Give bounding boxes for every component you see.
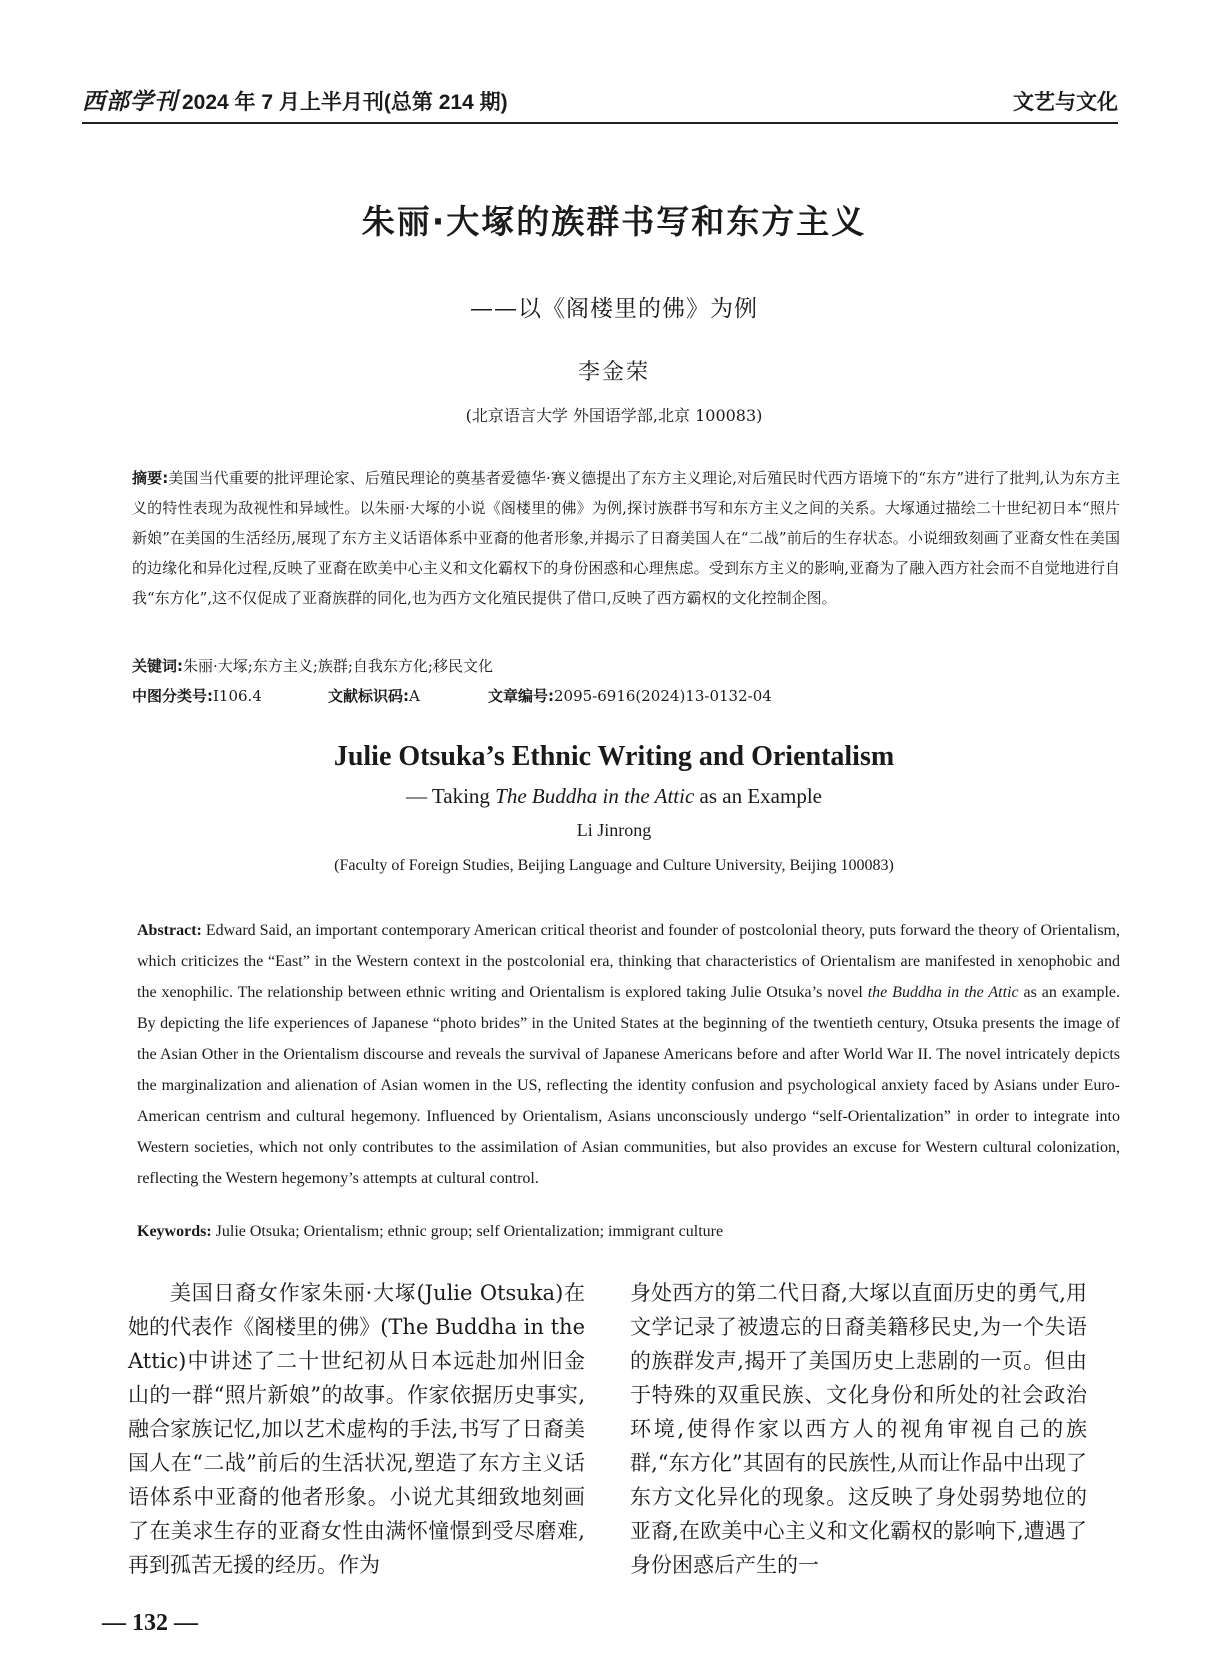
en-keywords [137, 1220, 1120, 1244]
journal-logo: 西部学刊 [82, 88, 178, 115]
en-subtitle-suffix: as an Example [694, 784, 822, 808]
article-no-item [488, 684, 772, 708]
issue-info: 2024 年 7 月上半月刊(总第 214 期) [182, 91, 508, 114]
clc-item [132, 684, 328, 708]
header-rule [82, 122, 1118, 124]
section-name: 文艺与文化 [1013, 91, 1118, 114]
page-number: — 132 — [102, 1610, 198, 1636]
en-subtitle-book: The Buddha in the Attic [495, 784, 695, 808]
cn-abstract-text: 美国当代重要的批评理论家、后殖民理论的奠基者爱德华·赛义德提出了东方主义理论,对后殖民时代西方语境下的“东方”进行了批判,认为东方主义的特性表现为敌视性和异域性。以朱丽·大塚的小说《阁楼里的佛》为例,探讨族群书写和东方主义之间的关系。大塚通过描绘二十世纪初日本“照片新娘”在美国的生活经历,展现了东方主义话语体系中亚裔的他者形象,并揭示了日裔美国人在“二战”前后的生存状态。小说细致刻画了亚裔女性在美国的边缘化和异化过程,反映了亚裔在欧美中心主义和文化霸权下的身份困惑和心理焦虑。受到东方主义的影响,亚裔为了融入西方社会而不自觉地进行自我“东方化”,这不仅促成了亚裔族群的同化,也为西方文化殖民提供了借口,反映了西方霸权的文化控制企图。 [132, 469, 1120, 607]
article-no-value: 2095-6916(2024)13-0132-04 [554, 687, 772, 705]
en-abstract-part2: as an example. By depicting the life experiences of Japanese “photo brides” in the United States at the beginning of the twentieth century, Otsuka presents the image of the Asian Other in the Orientalism discourse and reveals the survival of Japanese Americans before and after World War II. The novel intricately depicts the marginalization and alienation of Asian women in the US, reflecting the identity confusion and psychological anxiety faced by Asians under Euro-American centrism and cultural hegemony. Influenced by Orientalism, Asians unconsciously undergo “self-Orientalization” in order to integrate into Western societies, which not only contributes to the assimilation of Asian communities, but also provides an excuse for Western cultural colonization, reflecting the Western hegemony’s attempts at cultural control. [137, 984, 1121, 1187]
header-left [82, 83, 508, 116]
en-abstract-part1: Edward Said, an important contemporary American critical theorist and founder of postcolonial theory, puts forward the theory of Orientalism, which criticizes the “East” in the Western context in the postcolonial era, thinking that characteristics of Orientalism are manifested in xenophobic and the xenophilic. The relationship between ethnic writing and Orientalism is explored taking Julie Otsuka’s novel [137, 922, 1121, 1001]
cn-classification [132, 684, 1120, 708]
doc-code-item [328, 684, 488, 708]
en-subtitle-prefix: — Taking [406, 784, 496, 808]
en-subtitle [0, 784, 1228, 809]
en-keywords-text: Julie Otsuka; Orientalism; ethnic group; self Orientalization; immigrant culture [215, 1223, 724, 1240]
body-right-column: 身处西方的第二代日裔,大塚以直面历史的勇气,用文学记录了被遗忘的日裔美籍移民史,为一个失语的族群发声,揭开了美国历史上悲剧的一页。但由于特殊的双重民族、文化身份和所处的社会政治环境,使得作家以西方人的视角审视自己的族群,“东方化”其固有的民族性,从而让作品中出现了东方文化异化的现象。这反映了身处弱势地位的亚裔,在欧美中心主义和文化霸权的影响下,遭遇了身份困惑后产生的一 [630, 1281, 1087, 1577]
cn-keywords-text: 朱丽·大塚;东方主义;族群;自我东方化;移民文化 [183, 657, 493, 675]
cn-abstract-label: 摘要: [132, 469, 169, 487]
en-abstract-label: Abstract: [137, 922, 202, 939]
en-affiliation: (Faculty of Foreign Studies, Beijing Language and Culture University, Beijing 100083) [334, 857, 894, 874]
cn-keywords-label: 关键词: [132, 657, 183, 675]
running-header [82, 84, 1118, 116]
article-no-label: 文章编号: [488, 687, 554, 705]
clc-value: I106.4 [213, 687, 262, 705]
cn-title: 朱丽·大塚的族群书写和东方主义 [361, 202, 867, 241]
en-keywords-label: Keywords: [137, 1223, 212, 1240]
en-abstract-book: the Buddha in the Attic [867, 984, 1019, 1001]
en-abstract [137, 915, 1120, 1194]
cn-affiliation: (北京语言大学 外国语学部,北京 100083) [465, 406, 763, 425]
cn-abstract [132, 463, 1120, 613]
cn-keywords [132, 654, 1120, 678]
en-title: Julie Otsuka’s Ethnic Writing and Orientalism [333, 741, 895, 772]
body-left-column: 美国日裔女作家朱丽·大塚(Julie Otsuka)在她的代表作《阁楼里的佛》(The Buddha in the Attic)中讲述了二十世纪初从日本远赴加州旧金山的一群“照片新娘”的故事。作家依据历史事实,融合家族记忆,加以艺术虚构的手法,书写了日裔美国人在“二战”前后的生活状况,塑造了东方主义话语体系中亚裔的他者形象。小说尤其细致地刻画了在美求生存的亚裔女性由满怀憧憬到受尽磨难,再到孤苦无援的经历。作为 [128, 1281, 585, 1577]
clc-label: 中图分类号: [132, 687, 213, 705]
cn-subtitle: ——以《阁楼里的佛》为例 [470, 296, 758, 322]
cn-author: 李金荣 [577, 360, 650, 385]
doc-code-label: 文献标识码: [328, 687, 409, 705]
doc-code-value: A [409, 687, 420, 705]
en-author: Li Jinrong [576, 820, 652, 840]
